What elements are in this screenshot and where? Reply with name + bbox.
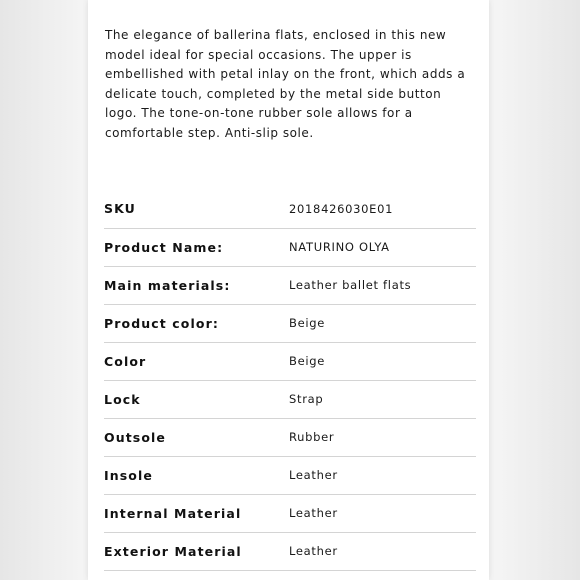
spec-row-exterior-material	[104, 532, 476, 570]
spec-label: Exterior Material	[104, 543, 242, 559]
spec-label: Insole	[104, 467, 153, 483]
spec-value: Strap	[289, 392, 324, 406]
spec-label: Main materials:	[104, 277, 231, 293]
spec-label: Product color:	[104, 315, 219, 331]
spec-value: Leather	[289, 468, 338, 482]
spec-value: 2018426030E01	[289, 201, 394, 216]
spec-value: NATURINO OLYA	[289, 240, 390, 254]
spec-row-color	[104, 342, 476, 380]
product-spec-table	[104, 190, 476, 571]
spec-label: Internal Material	[104, 505, 242, 521]
spec-label: Outsole	[104, 429, 166, 445]
spec-row-sku	[104, 190, 476, 228]
spec-label: Product Name:	[104, 239, 224, 255]
spec-value: Leather	[289, 506, 338, 520]
spec-row-product-name	[104, 228, 476, 266]
product-description: The elegance of ballerina flats, enclosed in this new model ideal for special occasions. The upper is embellished with petal inlay on the front, which adds a delicate touch, completed by the metal side button logo. The tone-on-tone rubber sole allows for a comfortable step. Anti-slip sole.	[105, 28, 466, 140]
spec-row-insole	[104, 456, 476, 494]
spec-value: Rubber	[289, 430, 335, 444]
spec-value: Leather	[289, 544, 338, 558]
spec-value: Beige	[289, 354, 326, 368]
spec-row-main-materials	[104, 266, 476, 304]
spec-value: Beige	[289, 316, 326, 330]
spec-label: Lock	[104, 391, 141, 407]
spec-label: SKU	[104, 201, 136, 217]
spec-row-internal-material	[104, 494, 476, 532]
spec-value: Leather ballet flats	[289, 278, 412, 292]
spec-label: Color	[104, 353, 147, 369]
spec-row-lock	[104, 380, 476, 418]
product-details-panel	[88, 0, 489, 580]
spec-row-outsole	[104, 418, 476, 456]
spec-row-product-color	[104, 304, 476, 342]
